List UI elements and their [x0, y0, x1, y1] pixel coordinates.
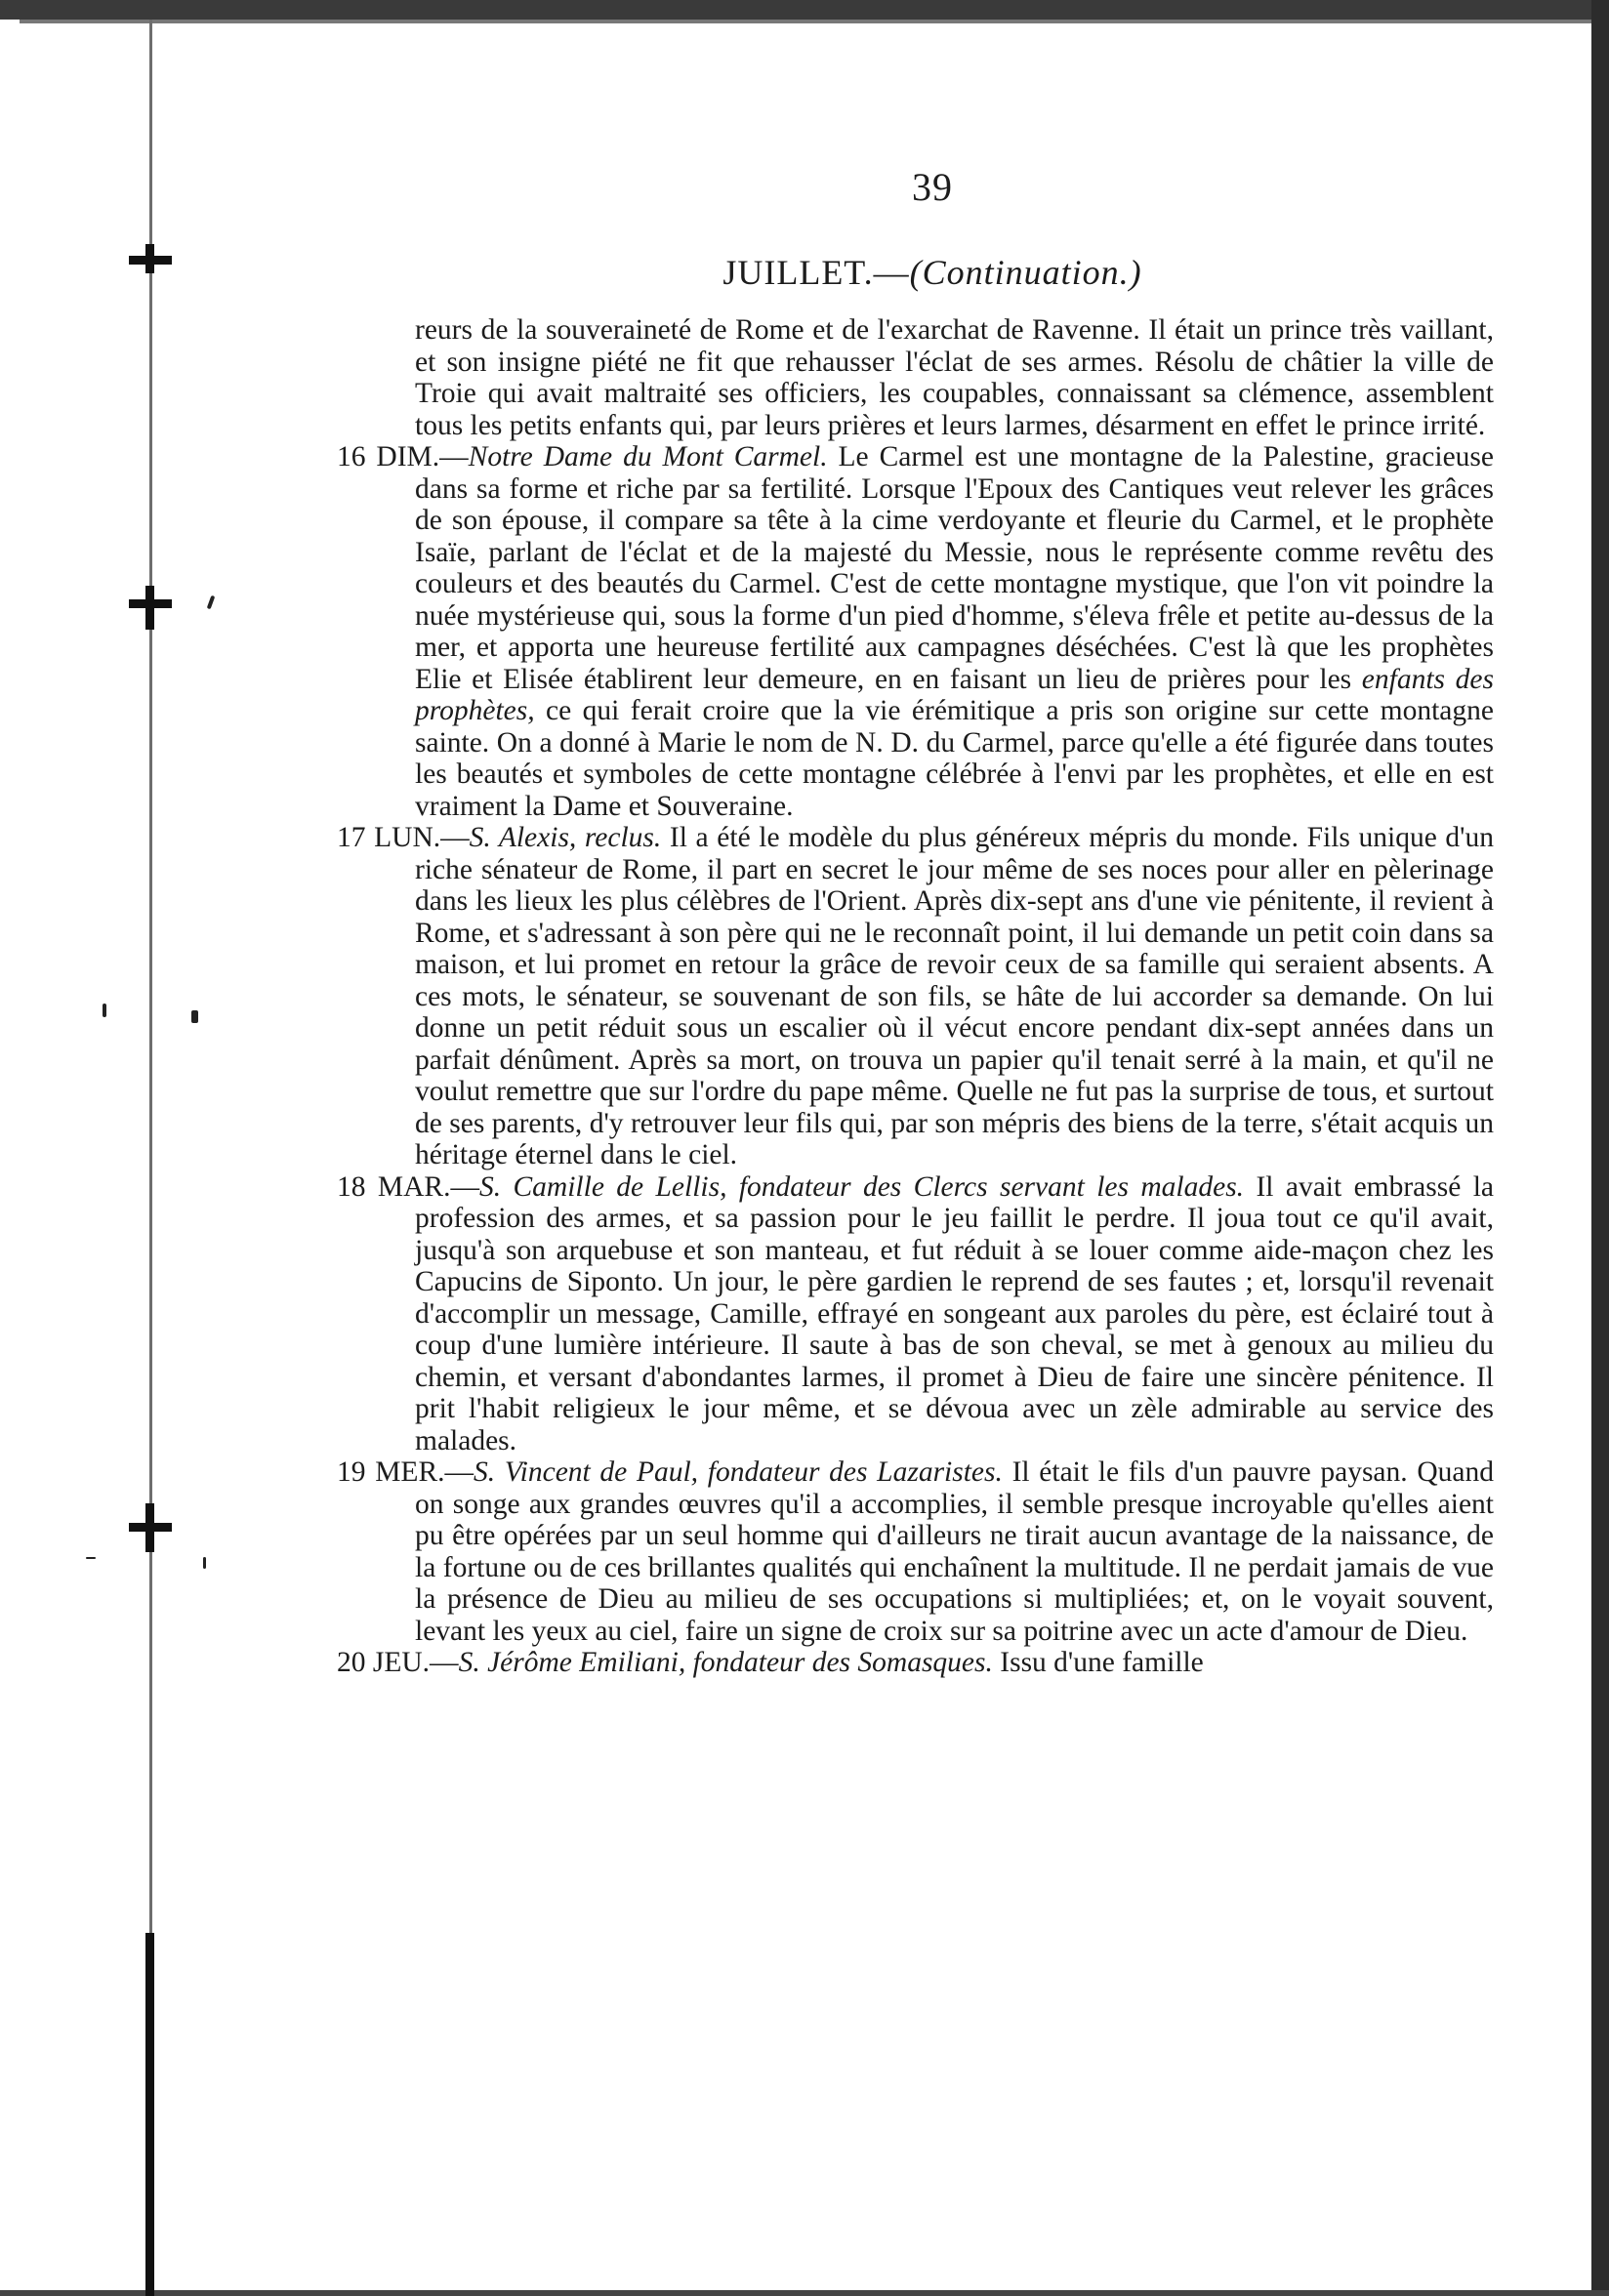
scan-border-top-inner — [20, 20, 1591, 23]
entry-text: Il avait embrassé la profession des armes, et sa passion pour le jeu faillit le perdre. Il joua tout ce qu'il avait, jusqu'à son arquebuse et son manteau, et fut réduit à se louer comme aide-maçon chez les Capucins de Siponto. Un jour, le père gardien le reprend de ses fautes ; et, lorsqu'il revenait d'accomplir un message, Camille, effrayé en songeant aux paroles du père, est éclairé tout à coup d'une lumière intérieure. Il saute à bas de son cheval, se met à genoux au milieu du chemin, et versant d'abondantes larmes, il promet à Dieu de faire une sincère pénitence. Il prit l'habit religieux le jour même, et se dévoua avec un zèle admirable au service des malades. — [415, 1170, 1495, 1456]
calendar-entry-continued — [337, 314, 1494, 441]
calendar-entry-17 — [337, 822, 1494, 1171]
scan-border-top — [0, 0, 1609, 20]
entry-text: Il était le fils d'un pauvre paysan. Quand on songe aux grandes œuvres qu'il a accomplies, il semble presque incroyable qu'elles aient pu être opérées par un seul homme qui d'ailleurs ne tirait aucun avantage de la naissance, de la fortune ou de ces brillantes qualités qui enchaînent la multitude. Il ne perdait jamais de vue la présence de Dieu au milieu de ses occupations si multipliées; et, on le voyait souvent, levant les yeux au ciel, faire un signe de croix sur sa poitrine avec un acte d'amour de Dieu. — [415, 1456, 1494, 1647]
month-title: JUILLET. — [722, 253, 874, 292]
calendar-entry-16 — [337, 441, 1494, 822]
entry-feast-name: Notre Dame du Mont Carmel. — [468, 441, 828, 472]
scan-border-bottom — [0, 2290, 1609, 2296]
binding-stitch-bar — [129, 599, 172, 608]
calendar-entry-18 — [337, 1171, 1494, 1457]
binding-stitch — [145, 1933, 154, 2296]
entry-text: Le Carmel est une montagne de la Palestine, gracieuse dans sa forme et riche par sa fertilité. Lorsque l'Epoux des Cantiques veut relever les grâces de son épouse, il compare sa tête à la cime verdoyante et fleurie du Carmel, et le prophète Isaïe, parlant de l'éclat et de la majesté du Messie, nous le représente comme revêtu des couleurs et des beautés du Carmel. C'est de cette montagne mystique, que l'on vit poindre la nuée mystérieuse qui, sous la forme d'un pied d'homme, s'éleva frêle et petite au-dessus de la mer, et apporta une heureuse fertilité aux campagnes déséchées. C'est là que les prophètes Elie et Elisée établirent leur demeure, en en faisant un lieu de prières pour les — [415, 441, 1494, 695]
continuation-label: (Continuation.) — [909, 253, 1142, 292]
calendar-entry-19 — [337, 1456, 1494, 1647]
entry-saint-name: S. Vincent de Paul, fondateur des Lazaristes. — [474, 1456, 1003, 1488]
binding-stitch-bar — [129, 1523, 172, 1532]
page-number: 39 — [912, 165, 953, 209]
entry-text-after: ce qui ferait croire que la vie érémitique a pris son origine sur cette montagne sainte. On a donné à Marie le nom de N. D. du Carmel, parce qu'elle a été figurée dans toutes les beautés et symboles de cette montagne célébrée à l'envi par les prophètes, et elle en est vraiment la Dame et Souveraine. — [415, 695, 1494, 822]
entry-saint-name: S. Alexis, reclus. — [469, 822, 662, 853]
scan-speck — [207, 595, 216, 610]
scan-speck — [203, 1557, 206, 1569]
page-body — [337, 314, 1494, 1679]
entry-date-label: 19 MER.— — [337, 1456, 474, 1488]
entry-date-label: 18 MAR.— — [337, 1170, 479, 1203]
entry-date-label: 20 JEU.— — [337, 1647, 459, 1678]
header-dash: — — [873, 253, 910, 292]
entry-text: Issu d'une famille — [992, 1647, 1204, 1678]
calendar-entry-20 — [337, 1647, 1494, 1679]
entry-date-label: 16 DIM.— — [337, 441, 469, 472]
entry-text: Il a été le modèle du plus généreux mépris du monde. Fils unique d'un riche sénateur de Rome, il part en secret le jour même de ses noces pour aller en pèlerinage dans les lieux les plus célèbres de l'Orient. Après dix-sept ans d'une vie pénitente, il revient à Rome, et s'adressant à son père qui ne le reconnaît point, il lui demande un petit coin dans sa maison, et lui promet en retour la grâce de revoir ceux de sa famille qui seraient absents. A ces mots, le sénateur, se souvenant de son fils, se hâte de lui accorder sa demande. On lui donne un petit réduit sous un escalier où il vécut encore pendant dix-sept années dans un parfait dénûment. Après sa mort, on trouva un papier qu'il tenait serré à la main, et qu'il ne voulut remettre que sur l'ordre du pape même. Quelle ne fut pas la surprise de tous, et surtout de ses parents, d'y retrouver leur fils qui, par son mépris des biens de la terre, s'était acquis un héritage éternel dans le ciel. — [415, 822, 1494, 1170]
entry-text: reurs de la souveraineté de Rome et de l'exarchat de Ravenne. Il était un prince très vaillant, et son insigne piété ne fit que rehausser l'éclat de ses armes. Résolu de châtier la ville de Troie qui avait maltraité ses officiers, les coupables, connaissant sa clémence, assemblent tous les petits enfants qui, par leurs prières et leurs larmes, désarment en effet le prince irrité. — [415, 314, 1494, 441]
scan-speck — [191, 1010, 198, 1023]
entry-italic-phrase: enfants des prophètes, — [415, 663, 1494, 726]
scan-border-right — [1591, 0, 1609, 2296]
page-header — [0, 252, 1609, 293]
entry-date-label: 17 LUN.— — [337, 822, 470, 853]
entry-saint-name: S. Camille de Lellis, fondateur des Clercs servant les malades. — [478, 1170, 1245, 1203]
entry-saint-name: S. Jérôme Emiliani, fondateur des Somasques. — [458, 1647, 993, 1678]
scan-speck — [86, 1557, 96, 1559]
scan-speck — [103, 1004, 106, 1017]
